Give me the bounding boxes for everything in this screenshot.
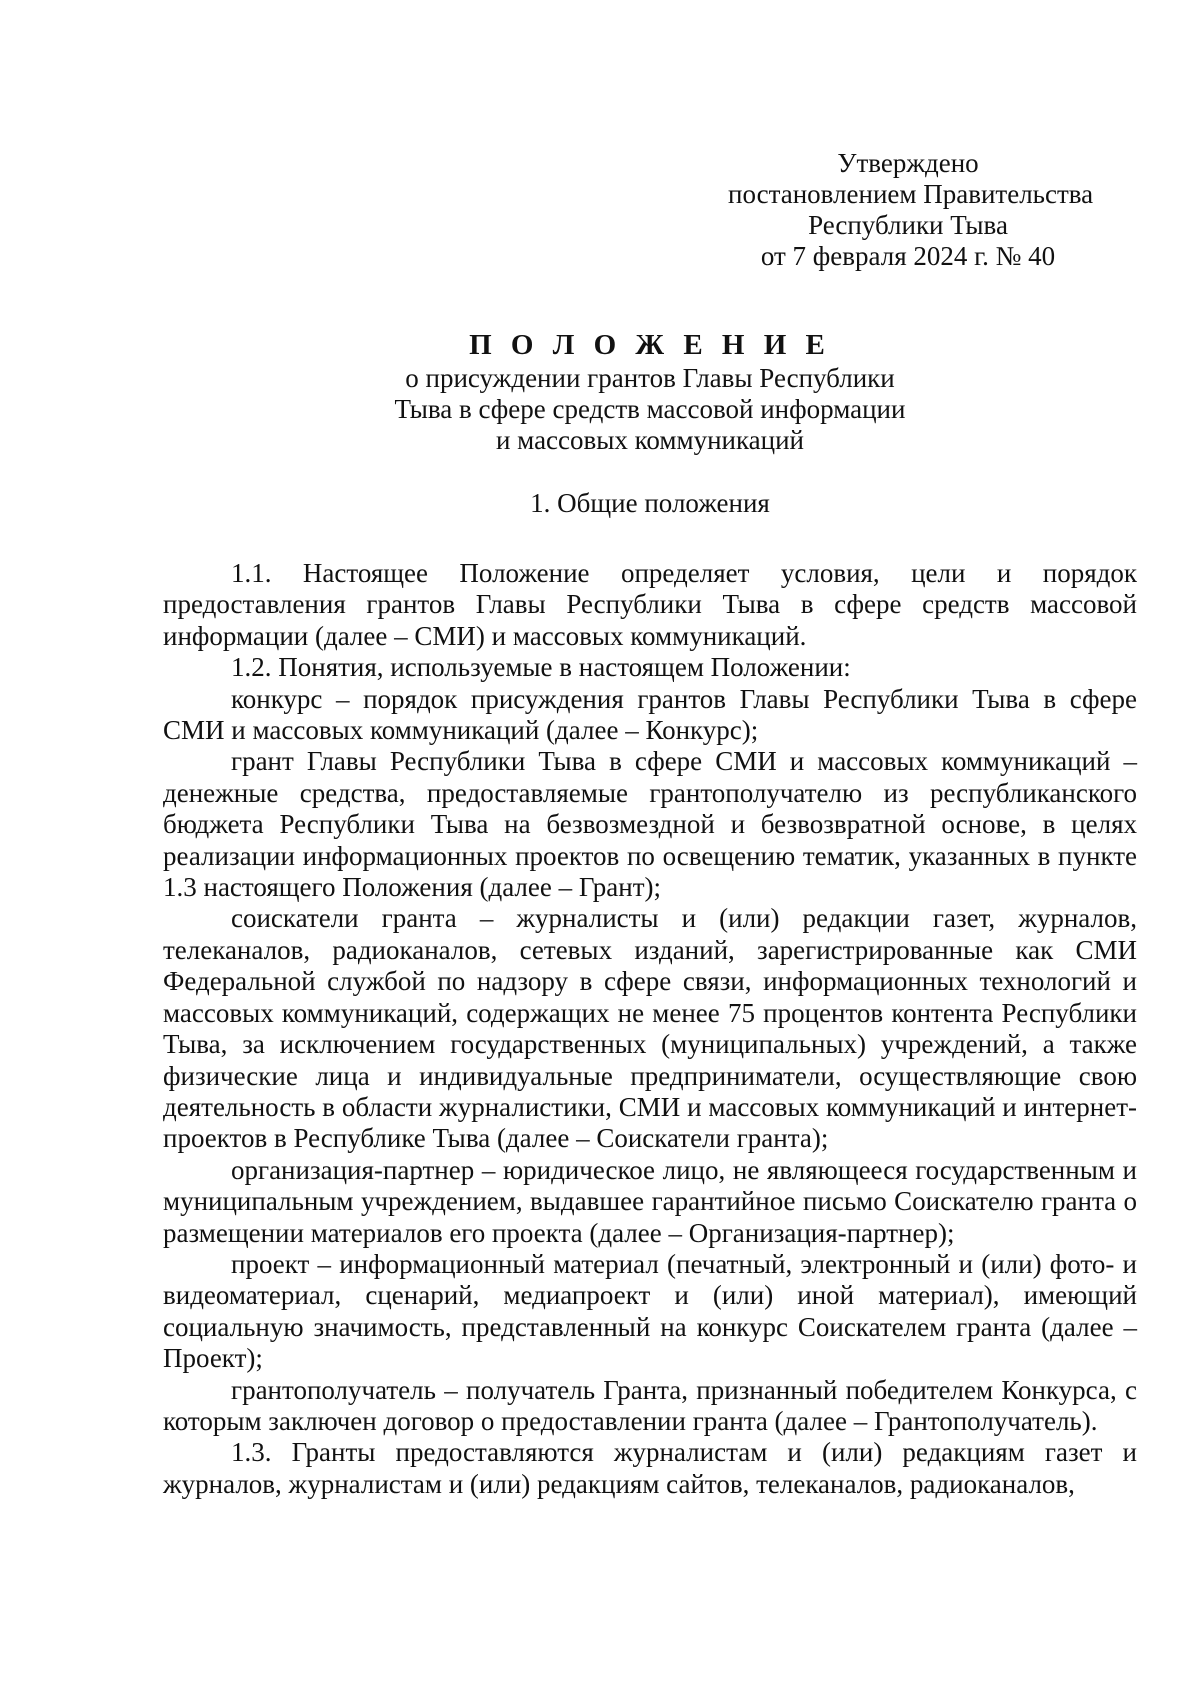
document-title: П О Л О Ж Е Н И Е xyxy=(469,329,831,361)
approval-line: от 7 февраля 2024 г. № 40 xyxy=(760,241,1056,271)
approval-stamp xyxy=(728,148,1094,272)
document-subtitle xyxy=(300,363,1000,456)
section-body xyxy=(163,558,1137,1500)
paragraph: 1.2. Понятия, используемые в настоящем Положении: xyxy=(231,652,851,683)
paragraph: 1.1. Настоящее Положение определяет условия, цели и порядок предоставления грантов Главы Республики Тыва в сфере средств массовой информации (далее – СМИ) и массовых коммуникаций. xyxy=(163,558,1137,651)
document-title-block xyxy=(300,328,1000,456)
paragraph: грант Главы Республики Тыва в сфере СМИ и массовых коммуникаций – денежные средства, предоставляемые грантополучателю из республиканского бюджета Республики Тыва на безвозмездной и безвозвратной основе, в целях реализации информационных проектов по освещению тематик, указанных в пункте 1.3 настоящего Положения (далее – Грант); xyxy=(163,746,1137,903)
subtitle-line: о присуждении грантов Главы Республики xyxy=(405,363,895,393)
approval-line: постановлением Правительства xyxy=(728,179,1094,209)
section-heading: 1. Общие положения xyxy=(530,488,770,518)
paragraph: грантополучатель – получатель Гранта, признанный победителем Конкурса, с которым заключен договор о предоставлении гранта (далее – Грантополучатель). xyxy=(163,1374,1137,1436)
approval-line: Республики Тыва xyxy=(808,210,1008,240)
paragraph: организация-партнер – юридическое лицо, не являющееся государственным и муниципальным учреждением, выдавшее гарантийное письмо Соискателю гранта о размещении материалов его проекта (далее – Организация-партнер); xyxy=(163,1154,1137,1248)
paragraph: 1.3. Гранты предоставляются журналистам и (или) редакциям газет и журналов, журналистам и (или) редакциям сайтов, телеканалов, радиоканалов, xyxy=(163,1437,1137,1499)
subtitle-line: и массовых коммуникаций xyxy=(495,425,805,455)
paragraph: соискатели гранта – журналисты и (или) редакции газет, журналов, телеканалов, радиоканалов, сетевых изданий, зарегистрированные как СМИ Федеральной службой по надзору в сфере связи, информационных технологий и массовых коммуникаций, содержащих не менее 75 процентов контента Республики Тыва, за исключением государственных (муниципальных) учреждений, а также физические лица и индивидуальные предприниматели, осуществляющие свою деятельность в области журналистики, СМИ и массовых коммуникаций и интернет-проектов в Республике Тыва (далее – Соискатели гранта); xyxy=(163,903,1137,1154)
approval-line: Утверждено xyxy=(837,148,979,178)
paragraph: проект – информационный материал (печатный, электронный и (или) фото- и видеоматериал, сценарий, медиапроект и (или) иной материал), имеющий социальную значимость, представленный на конкурс Соискателем гранта (далее – Проект); xyxy=(163,1248,1137,1374)
subtitle-line: Тыва в сфере средств массовой информации xyxy=(394,394,906,424)
paragraph: конкурс – порядок присуждения грантов Главы Республики Тыва в сфере СМИ и массовых коммуникаций (далее – Конкурс); xyxy=(163,683,1137,746)
